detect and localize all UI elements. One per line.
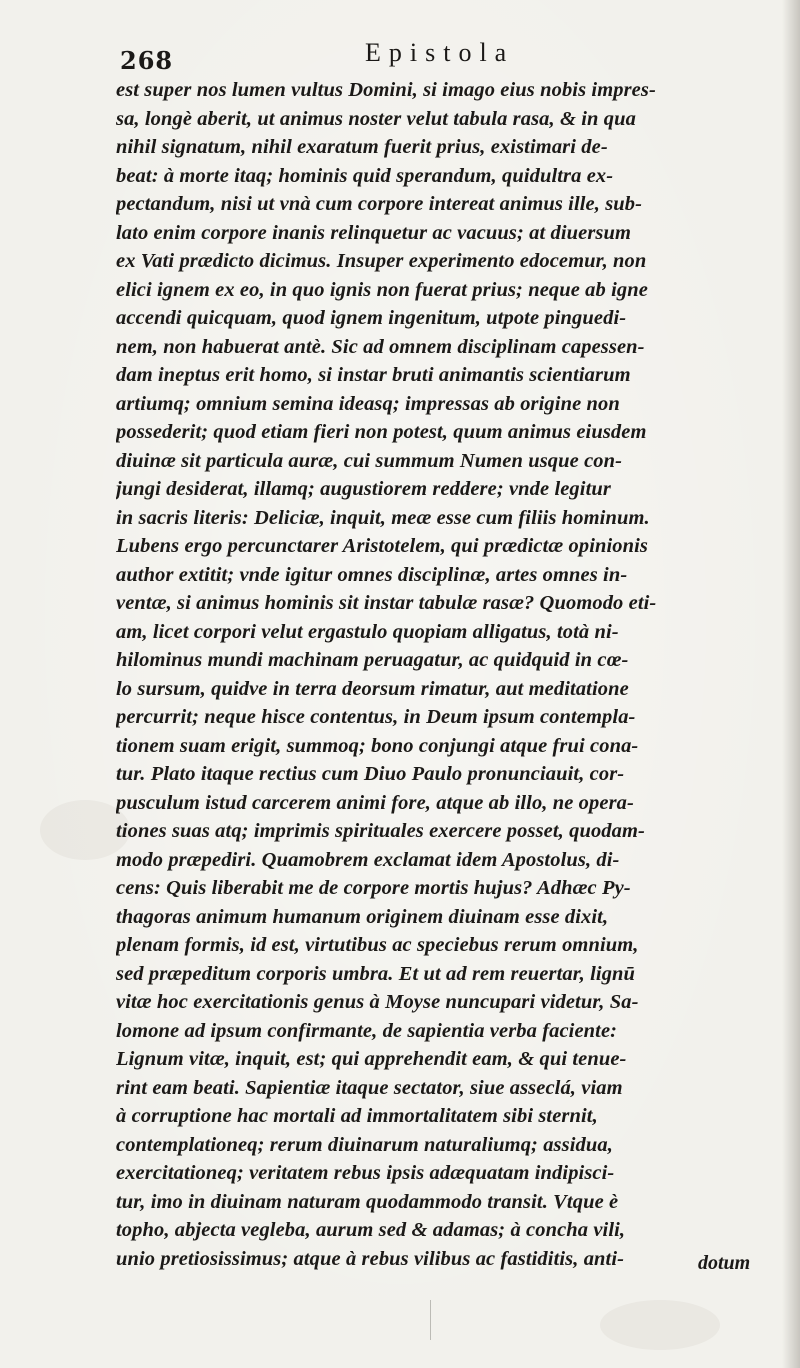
text-line: Lignum vitæ, inquit, est; qui apprehendit eam, & qui tenue-: [116, 1048, 627, 1070]
text-line: pusculum istud carcerem animi fore, atque ab illo, ne opera-: [116, 791, 634, 814]
page-number: 268: [120, 46, 174, 75]
text-line: artiumq; omnium semina ideasq; impressas ab origine non: [116, 392, 620, 415]
running-head: Epistola: [365, 38, 515, 67]
text-line: pectandum, nisi ut vnà cum corpore intereat animus ille, sub-: [116, 193, 643, 215]
text-line: exercitationeq; veritatem rebus ipsis adæquatam indipisci-: [116, 1162, 615, 1184]
paper-stain: [600, 1300, 720, 1350]
text-line: plenam formis, id est, virtutibus ac speciebus rerum omnium,: [116, 934, 639, 956]
text-line: nem, non habuerat antè. Sic ad omnem disciplinam capessen-: [116, 335, 645, 358]
text-line: thagoras animum humanum originem diuinam esse dixit,: [116, 905, 609, 928]
text-line: tur. Plato itaque rectius cum Diuo Paulo pronunciauit, cor-: [116, 763, 625, 785]
text-line: tiones suas atq; imprimis spirituales exercere posset, quodam-: [116, 820, 645, 842]
text-line: modo præpediri. Quamobrem exclamat idem Apostolus, di-: [116, 848, 620, 871]
text-line: sed præpeditum corporis umbra. Et ut ad rem reuertar, lignū: [116, 962, 636, 985]
text-line: possederit; quod etiam fieri non potest, quum animus eiusdem: [116, 421, 647, 443]
text-line: lomone ad ipsum confirmante, de sapientia verba faciente:: [116, 1019, 618, 1042]
catchword: dotum: [698, 1252, 751, 1274]
text-line: à corruptione hac mortali ad immortalitatem sibi sternit,: [116, 1105, 598, 1127]
text-line: vitæ hoc exercitationis genus à Moyse nuncupari videtur, Sa-: [116, 991, 639, 1013]
text-line: lo sursum, quidve in terra deorsum rimatur, aut meditatione: [116, 677, 629, 700]
text-line: elici ignem ex eo, in quo ignis non fuerat prius; neque ab igne: [116, 278, 648, 301]
text-line: est super nos lumen vultus Domini, si imago eius nobis impres-: [116, 79, 656, 101]
text-line: sa, longè aberit, ut animus noster velut tabula rasa, & in qua: [116, 107, 636, 130]
page-edge-shadow: [782, 0, 800, 1368]
text-line: in sacris literis: Deliciæ, inquit, meæ esse cum filiis hominum.: [116, 506, 650, 529]
text-line: dam ineptus erit homo, si instar bruti animantis scientiarum: [116, 364, 631, 386]
text-line: tur, imo in diuinam naturam quodammodo transit. Vtque è: [116, 1190, 619, 1213]
text-line: percurrit; neque hisce contentus, in Deum ipsum contempla-: [116, 706, 636, 728]
text-line: nihil signatum, nihil exaratum fuerit prius, existimari de-: [116, 136, 608, 158]
text-line: lato enim corpore inanis relinquetur ac vacuus; at diuersum: [116, 221, 632, 244]
text-line: ex Vati prædicto dicimus. Insuper experimento edocemur, non: [116, 250, 647, 272]
body-text: [116, 76, 766, 1273]
text-line: diuinæ sit particula auræ, cui summum Numen usque con-: [116, 449, 623, 472]
text-line: author extitit; vnde igitur omnes disciplinæ, artes omnes in-: [116, 563, 628, 586]
paper-mark: [430, 1300, 431, 1340]
text-line: tionem suam erigit, summoq; bono conjungi atque frui cona-: [116, 734, 639, 757]
text-line: ventæ, si animus hominis sit instar tabulæ rasæ? Quomodo eti-: [116, 592, 657, 614]
text-line: hilominus mundi machinam peruagatur, ac quidquid in cœ-: [116, 649, 629, 671]
text-line: am, licet corpori velut ergastulo quopiam alligatus, totà ni-: [116, 620, 619, 643]
page-header: [120, 36, 740, 75]
text-line: unio pretiosissimus; atque à rebus vilibus ac fastiditis, anti-: [116, 1247, 625, 1270]
text-line: cens: Quis liberabit me de corpore mortis hujus? Adhæc Py-: [116, 877, 631, 899]
text-line: beat: à morte itaq; hominis quid sperandum, quidultra ex-: [116, 164, 614, 187]
text-line: Lubens ergo percunctarer Aristotelem, qui prædictæ opinionis: [116, 535, 649, 557]
text-line: topho, abjecta vegleba, aurum sed & adamas; à concha vili,: [116, 1219, 626, 1241]
text-line: jungi desiderat, illamq; augustiorem reddere; vnde legitur: [116, 478, 611, 500]
text-line: contemplationeq; rerum diuinarum naturaliumq; assidua,: [116, 1133, 613, 1156]
text-line: rint eam beati. Sapientiæ itaque sectator, siue asseclá, viam: [116, 1076, 623, 1099]
text-line: accendi quicquam, quod ignem ingenitum, utpote pinguedi-: [116, 307, 627, 329]
